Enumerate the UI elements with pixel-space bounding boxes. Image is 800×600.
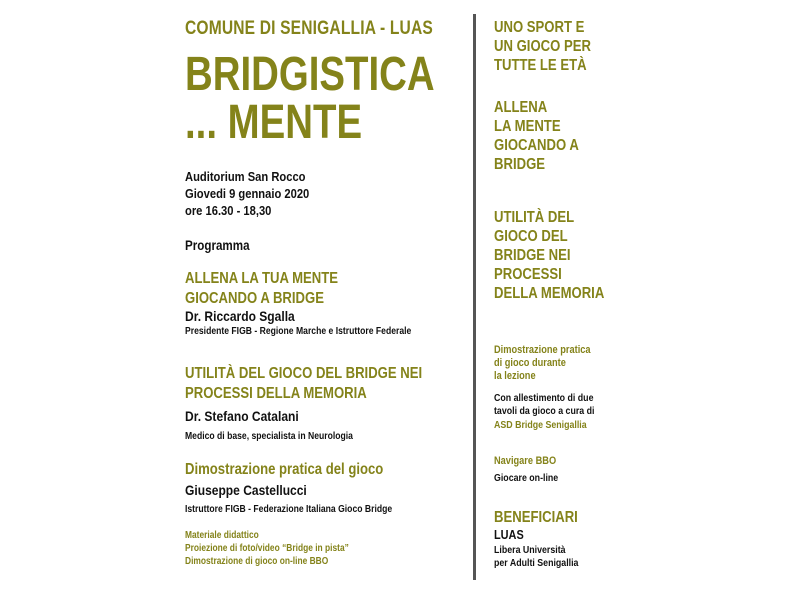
- main-title-line2: ... MENTE: [185, 96, 363, 149]
- sidebar-train-mind: ALLENA LA MENTE GIOCANDO A BRIDGE: [494, 99, 579, 173]
- session-3-speaker: Giuseppe Castellucci: [185, 482, 307, 498]
- organizer-heading: COMUNE DI SENIGALLIA - LUAS: [185, 18, 433, 39]
- session-1-role: Presidente FIGB - Regione Marche e Istruttore Federale: [185, 325, 412, 337]
- beneficiaries-org: LUAS: [494, 527, 524, 542]
- sidebar-club: ASD Bridge Senigallia: [494, 419, 587, 431]
- column-divider: [473, 14, 476, 580]
- sidebar-setup: Con allestimento di due tavoli da gioco a cura di: [494, 392, 595, 417]
- session-3-role: Istruttore FIGB - Federazione Italiana Gioco Bridge: [185, 503, 393, 515]
- sidebar-navigate: Navigare BBO: [494, 455, 557, 467]
- sidebar-slogan: UNO SPORT E UN GIOCO PER TUTTE LE ETÀ: [494, 19, 591, 74]
- session-2-speaker: Dr. Stefano Catalani: [185, 408, 299, 424]
- sidebar-online: Giocare on-line: [494, 472, 559, 484]
- sidebar-demo: Dimostrazione pratica di gioco durante la lezione: [494, 344, 591, 382]
- materials-list: Materiale didattico Proiezione di foto/video “Bridge in pista” Dimostrazione di gioco on-line BBO: [185, 530, 349, 567]
- sidebar-utility: UTILITÀ DEL GIOCO DEL BRIDGE NEI PROCESSI DELLA MEMORIA: [494, 209, 605, 302]
- session-2-role: Medico di base, specialista in Neurologia: [185, 430, 353, 442]
- session-3-title: Dimostrazione pratica del gioco: [185, 461, 384, 478]
- event-venue-date-time: Auditorium San Rocco Giovedi 9 gennaio 2020 ore 16.30 - 18,30: [185, 169, 310, 218]
- session-1-title: ALLENA LA TUA MENTE GIOCANDO A BRIDGE: [185, 270, 339, 307]
- beneficiaries-heading: BENEFICIARI: [494, 509, 578, 526]
- program-heading: Programma: [185, 238, 250, 253]
- beneficiaries-description: Libera Università per Adulti Senigallia: [494, 544, 579, 569]
- session-2-title: UTILITÀ DEL GIOCO DEL BRIDGE NEI PROCESSI DELLA MEMORIA: [185, 365, 423, 402]
- main-title-line1: BRIDGISTICA: [185, 48, 435, 101]
- session-1-speaker: Dr. Riccardo Sgalla: [185, 308, 295, 324]
